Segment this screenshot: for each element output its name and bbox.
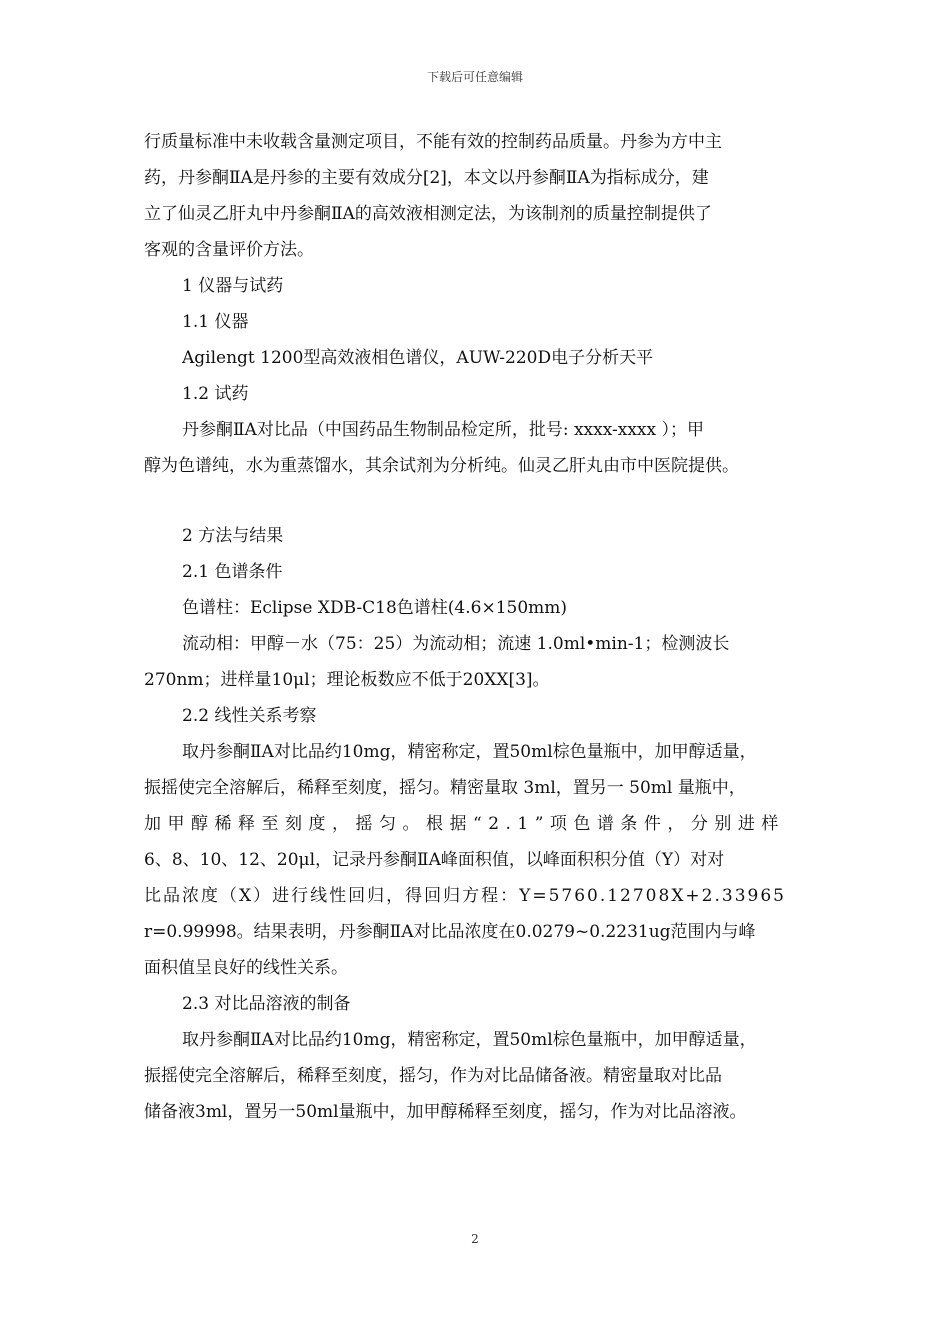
text-line: 振摇使完全溶解后，稀释至刻度，摇匀，作为对比品储备液。精密量取对比品 bbox=[144, 1066, 722, 1086]
reagents-paragraph bbox=[144, 412, 814, 484]
section-heading-2-1: 2.1 色谱条件 bbox=[182, 562, 283, 582]
text-line: 振摇使完全溶解后，稀释至刻度，摇匀。精密量取 3ml，置另一 50ml 量瓶中， bbox=[144, 778, 746, 798]
paragraph-gap bbox=[144, 484, 814, 518]
reference-solution-paragraph bbox=[144, 1022, 814, 1130]
text-line: 面积值呈良好的线性关系。 bbox=[144, 958, 348, 978]
text-line: 醇为色谱纯，水为重蒸馏水，其余试剂为分析纯。仙灵乙肝丸由市中医院提供。 bbox=[144, 456, 739, 476]
text-line: 加甲醇稀释至刻度，摇匀。根据“2.1”项色谱条件，分别进样 bbox=[144, 814, 785, 834]
text-line: 丹参酮ⅡA对比品（中国药品生物制品检定所，批号: xxxx-xxxx ）；甲 bbox=[182, 420, 705, 440]
text-line: 比品浓度（X）进行线性回归，得回归方程：Y=5760.12708X+2.33965 bbox=[144, 886, 786, 906]
text-line: 取丹参酮ⅡA对比品约10mg，精密称定，置50ml棕色量瓶中，加甲醇适量， bbox=[182, 742, 757, 762]
text-line: 立了仙灵乙肝丸中丹参酮ⅡA的高效液相测定法，为该制剂的质量控制提供了 bbox=[144, 204, 712, 224]
page-header: 下载后可任意编辑 bbox=[426, 70, 523, 84]
text-line: 流动相：甲醇－水（75：25）为流动相；流速 1.0ml•min-1；检测波长 bbox=[182, 634, 730, 654]
instruments-text: Agilengt 1200型高效液相色谱仪，AUW-220D电子分析天平 bbox=[182, 348, 654, 368]
text-line: r=0.99998。结果表明，丹参酮ⅡA对比品浓度在0.0279~0.2231ug范围内与峰 bbox=[144, 922, 756, 942]
section-heading-1-1: 1.1 仪器 bbox=[182, 312, 249, 332]
intro-paragraph bbox=[144, 124, 814, 268]
page-number: 2 bbox=[471, 1232, 479, 1246]
mobile-phase-paragraph bbox=[144, 626, 814, 698]
linearity-paragraph bbox=[144, 734, 814, 986]
document-body bbox=[144, 124, 814, 1130]
column-text: 色谱柱：Eclipse XDB-C18色谱柱(4.6×150mm) bbox=[182, 598, 568, 618]
section-heading-2-2: 2.2 线性关系考察 bbox=[182, 706, 317, 726]
section-heading-2: 2 方法与结果 bbox=[182, 526, 284, 546]
text-line: 储备液3ml，置另一50ml量瓶中，加甲醇稀释至刻度，摇匀，作为对比品溶液。 bbox=[144, 1102, 747, 1122]
text-line: 取丹参酮ⅡA对比品约10mg，精密称定，置50ml棕色量瓶中，加甲醇适量， bbox=[182, 1030, 757, 1050]
text-line: 6、8、10、12、20μl，记录丹参酮ⅡA峰面积值，以峰面积积分值（Y）对对 bbox=[144, 850, 725, 870]
text-line: 270nm；进样量10μl；理论板数应不低于20XX[3]。 bbox=[144, 670, 550, 690]
text-line: 客观的含量评价方法。 bbox=[144, 240, 314, 260]
text-line: 行质量标准中未收载含量测定项目，不能有效的控制药品质量。丹参为方中主 bbox=[144, 132, 722, 152]
section-heading-2-3: 2.3 对比品溶液的制备 bbox=[182, 994, 351, 1014]
section-heading-1: 1 仪器与试药 bbox=[182, 276, 284, 296]
text-line: 药，丹参酮ⅡA是丹参的主要有效成分[2]，本文以丹参酮ⅡA为指标成分，建 bbox=[144, 168, 709, 188]
section-heading-1-2: 1.2 试药 bbox=[182, 384, 249, 404]
